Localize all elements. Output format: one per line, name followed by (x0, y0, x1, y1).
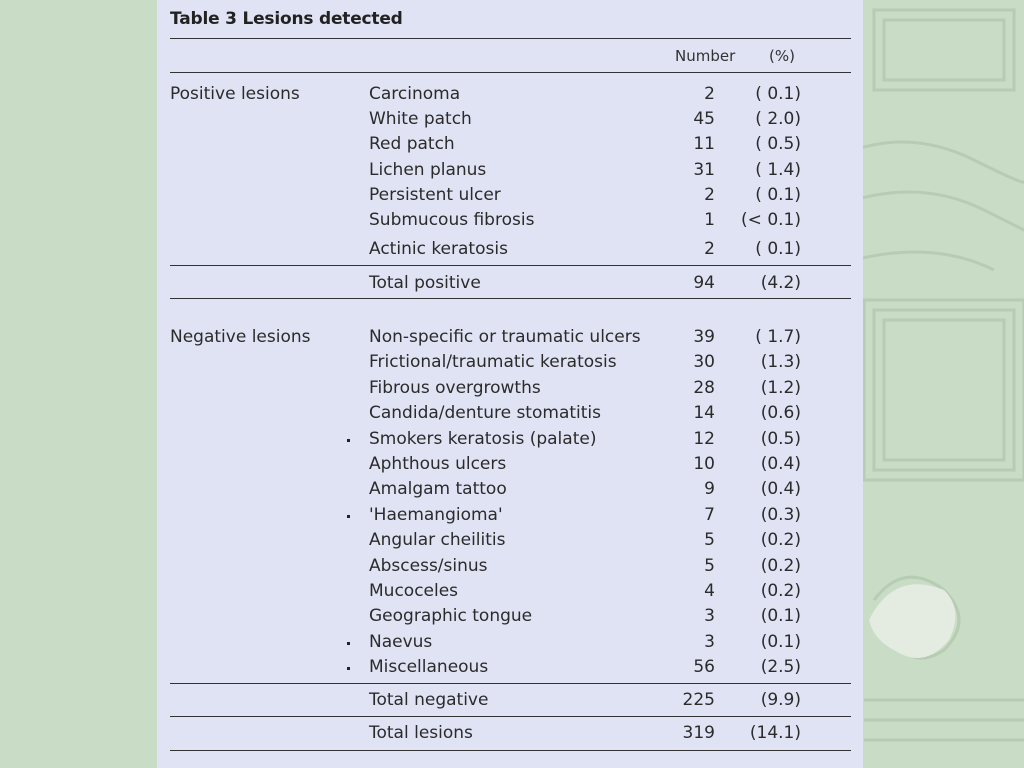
row-percent: (0.4) (760, 479, 801, 500)
bullet-marker (347, 667, 350, 670)
row-percent: (2.5) (760, 657, 801, 678)
row-label: Persistent ulcer (369, 184, 501, 205)
row-number: 4 (704, 581, 715, 601)
row-percent: ( 0.5) (755, 134, 801, 155)
total-negative-percent: (9.9) (760, 690, 801, 710)
bullet-marker (347, 515, 350, 518)
row-percent: ( 1.4) (755, 159, 801, 180)
row-percent: (< 0.1) (741, 210, 801, 230)
row-number: 5 (704, 530, 715, 551)
row-number: 7 (704, 504, 715, 525)
top-rule (170, 38, 851, 39)
header-rule (170, 72, 851, 73)
bullet-marker (347, 439, 350, 442)
row-number: 31 (693, 159, 715, 180)
row-number: 45 (693, 109, 715, 130)
row-label: Red patch (369, 134, 455, 155)
row-label: Naevus (369, 631, 433, 652)
row-percent: (0.6) (760, 403, 801, 424)
total-lesions-top-rule (170, 716, 851, 717)
row-number: 12 (693, 428, 715, 449)
row-label: Lichen planus (369, 159, 487, 180)
row-label: Actinic keratosis (369, 239, 508, 260)
row-percent: ( 0.1) (755, 184, 801, 205)
row-label: Smokers keratosis (palate) (369, 428, 597, 449)
positive-group-label: Positive lesions (170, 84, 300, 104)
total-negative-number: 225 (682, 690, 715, 710)
row-percent: (0.4) (760, 454, 801, 474)
total-positive-label: Total positive (369, 273, 481, 293)
row-label: Amalgam tattoo (369, 479, 507, 500)
row-number: 5 (704, 555, 715, 576)
negative-total-top-rule (170, 683, 851, 684)
row-label: Mucoceles (369, 581, 459, 601)
row-number: 39 (693, 327, 715, 347)
total-lesions-percent: (14.1) (749, 723, 801, 743)
row-percent: (0.5) (760, 428, 801, 449)
row-label: Angular cheilitis (369, 530, 506, 551)
row-number: 56 (693, 657, 715, 678)
table-panel (157, 0, 863, 768)
column-header-percent: (%) (769, 47, 795, 65)
bullet-marker (347, 642, 350, 645)
bottom-rule (170, 750, 851, 751)
row-label: White patch (369, 109, 472, 130)
row-number: 14 (693, 403, 715, 424)
row-number: 30 (693, 352, 715, 373)
total-lesions-number: 319 (682, 723, 715, 743)
row-number: 28 (693, 377, 715, 398)
row-label: Frictional/traumatic keratosis (369, 352, 617, 373)
row-number: 3 (704, 631, 715, 652)
positive-total-bottom-rule (170, 298, 851, 299)
row-percent: (0.2) (760, 530, 801, 551)
row-label: Abscess/sinus (369, 555, 488, 576)
row-number: 2 (704, 239, 715, 260)
row-number: 10 (693, 454, 715, 474)
row-label: Non-specific or traumatic ulcers (369, 327, 641, 347)
row-label: Candida/denture stomatitis (369, 403, 601, 424)
row-label: Geographic tongue (369, 606, 533, 627)
row-label: Miscellaneous (369, 657, 489, 678)
total-negative-label: Total negative (369, 690, 489, 710)
row-percent: (0.2) (760, 555, 801, 576)
row-label: Aphthous ulcers (369, 454, 507, 474)
row-number: 11 (693, 134, 715, 155)
total-lesions-label: Total lesions (369, 723, 473, 743)
row-label: Carcinoma (369, 84, 461, 104)
row-label: Fibrous overgrowths (369, 377, 541, 398)
row-percent: (1.2) (760, 377, 801, 398)
column-header-number: Number (675, 47, 736, 65)
row-number: 2 (704, 184, 715, 205)
row-percent: ( 1.7) (755, 327, 801, 347)
row-percent: (0.1) (760, 606, 801, 627)
table-title: Table 3 Lesions detected (170, 9, 403, 29)
row-percent: (0.2) (760, 581, 801, 601)
row-percent: ( 2.0) (755, 109, 801, 130)
positive-total-top-rule (170, 265, 851, 266)
row-percent: (0.1) (760, 631, 801, 652)
row-number: 1 (704, 210, 715, 230)
row-percent: ( 0.1) (755, 84, 801, 104)
row-percent: ( 0.1) (755, 239, 801, 260)
negative-group-label: Negative lesions (170, 327, 311, 347)
row-number: 9 (704, 479, 715, 500)
row-label: 'Haemangioma' (369, 504, 503, 525)
total-positive-number: 94 (693, 273, 715, 293)
row-label: Submucous fibrosis (369, 210, 535, 230)
row-percent: (1.3) (760, 352, 801, 373)
row-percent: (0.3) (760, 504, 801, 525)
decorative-background-pattern (854, 0, 1024, 768)
row-number: 3 (704, 606, 715, 627)
total-positive-percent: (4.2) (760, 273, 801, 293)
row-number: 2 (704, 84, 715, 104)
